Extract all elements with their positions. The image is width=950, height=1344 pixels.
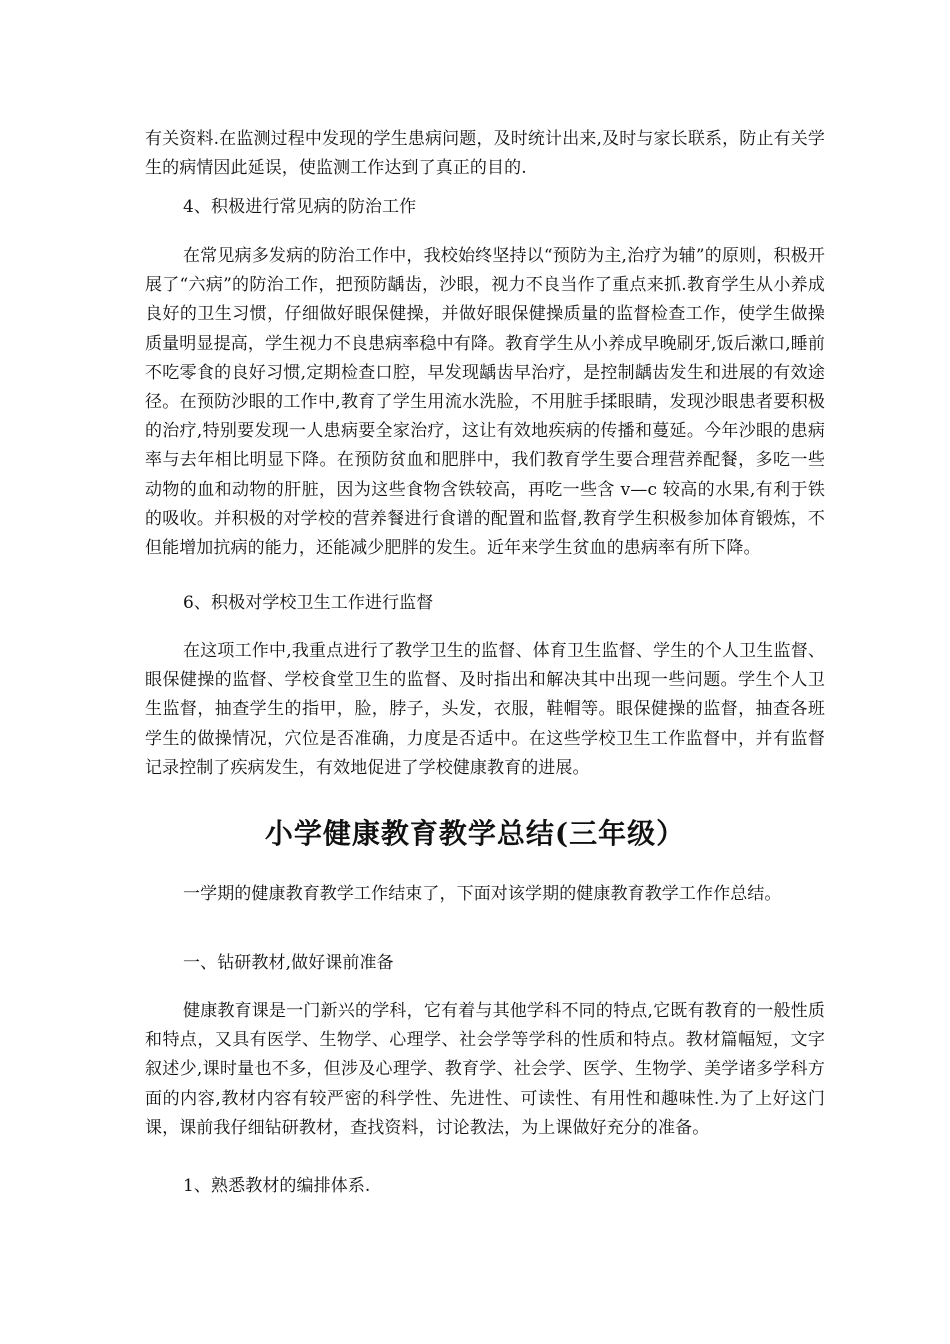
list-item-familiarize: 1、熟悉教材的编排体系. [183, 1176, 371, 1196]
document-title: 小学健康教育教学总结(三年级） [264, 817, 686, 850]
paragraph-study-materials: 健康教育课是一门新兴的学科，它有着与其他学科不同的特点,它既有教育的一般性质和特点，又具有医学、生物学、心理学、社会学等学科的性质和特点。教材篇幅短，文字叙述少,课时量也不多，但涉及心理学、教育学、社会学、医学、生物学、美学诸多学科方面的内容,教材内容有较严密的科学性、先进性、可读性、有用性和趣味性.为了上好这门课，课前我仔细钻研教材，查找资料，讨论教法，为上课做好充分的准备。 [145, 1001, 825, 1138]
paragraph-supervision: 在这项工作中,我重点进行了教学卫生的监督、体育卫生监督、学生的个人卫生监督、眼保健操的监督、学校食堂卫生的监督、及时指出和解决其中出现一些问题。学生个人卫生监督，抽查学生的指甲，脸，脖子，头发，衣服，鞋帽等。眼保健操的监督，抽查各班学生的做操情况，穴位是否准确，力度是否适中。在这些学校卫生工作监督中，并有监督记录控制了疾病发生，有效地促进了学校健康教育的进展。 [145, 641, 825, 778]
section-heading-study-materials: 一、钻研教材,做好课前准备 [183, 953, 394, 973]
paragraph-intro: 一学期的健康教育教学工作结束了，下面对该学期的健康教育教学工作作总结。 [183, 884, 782, 904]
section-heading-common-disease: 4、积极进行常见病的防治工作 [183, 197, 417, 217]
paragraph-monitoring-conclusion: 有关资料.在监测过程中发现的学生患病问题，及时统计出来,及时与家长联系，防止有关学生的病情因此延误，使监测工作达到了真正的目的. [145, 129, 825, 179]
paragraph-common-disease: 在常见病多发病的防治工作中，我校始终坚持以“预防为主,治疗为辅”的原则，积极开展了“六病”的防治工作，把预防龋齿，沙眼，视力不良当作了重点来抓.教育学生从小养成良好的卫生习惯，仔细做好眼保健操，并做好眼保健操质量的监督检查工作，使学生做操质量明显提高，学生视力不良患病率稳中有降。教育学生从小养成早晚刷牙,饭后漱口,睡前不吃零食的良好习惯,定期检查口腔，早发现龋齿早治疗，是控制龋齿发生和进展的有效途径。在预防沙眼的工作中,教育了学生用流水洗脸，不用脏手揉眼睛，发现沙眼患者要积极的治疗,特别要发现一人患病要全家治疗，这让有效地疾病的传播和蔓延。今年沙眼的患病率与去年相比明显下降。在预防贫血和肥胖中，我们教育学生要合理营养配餐，多吃一些动物的血和动物的肝脏，因为这些食物含铁较高，再吃一些含 v—c 较高的水果,有利于铁的吸收。并积极的对学校的营养餐进行食谱的配置和监督,教育学生积极参加体育锻炼，不但能增加抗病的能力，还能减少肥胖的发生。近年来学生贫血的患病率有所下降。 [145, 246, 825, 559]
section-heading-supervision: 6、积极对学校卫生工作进行监督 [183, 593, 434, 613]
